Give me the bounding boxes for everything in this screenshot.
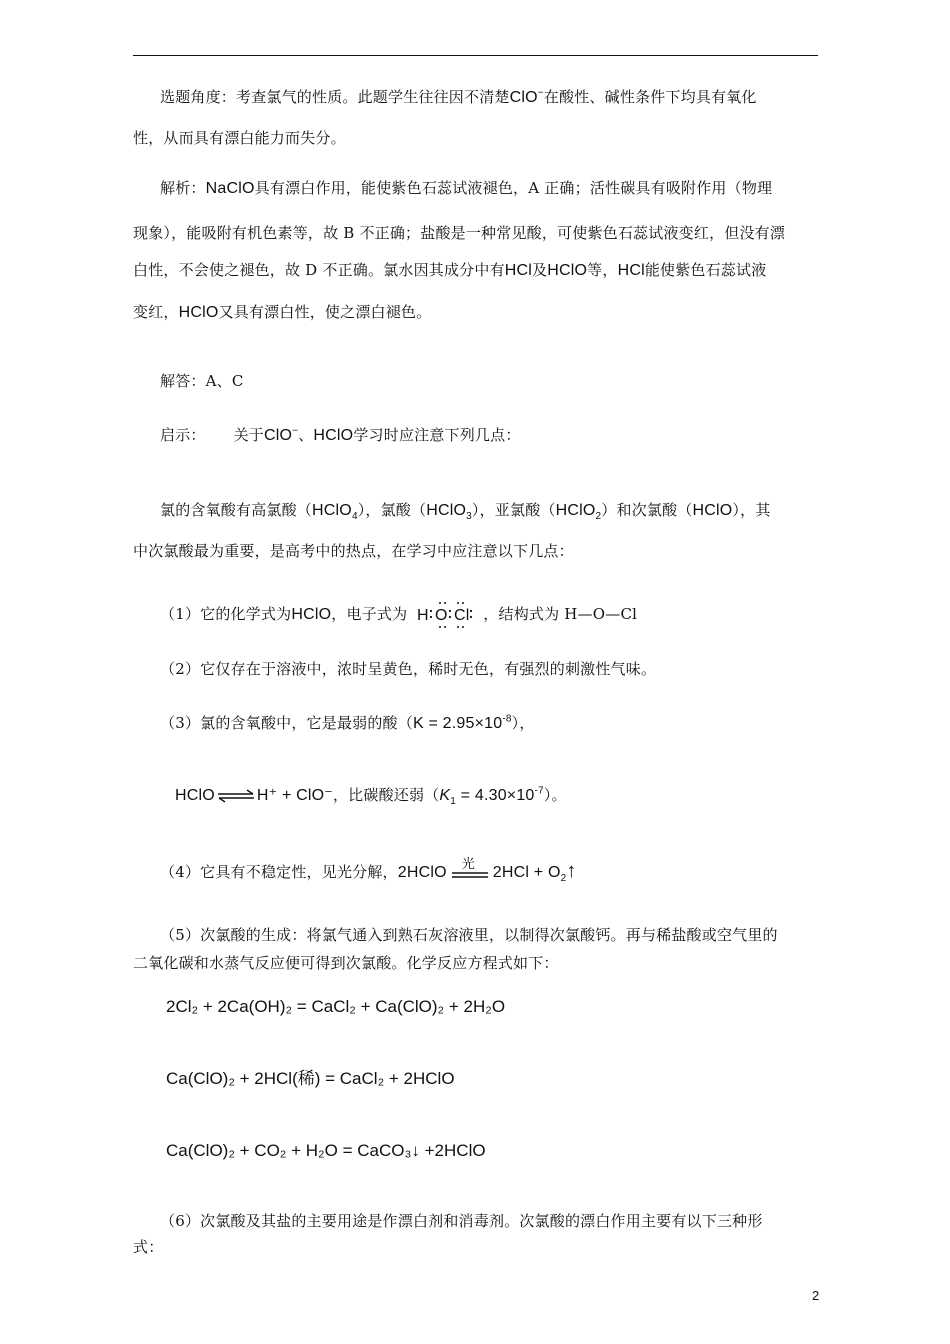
text: 氯的含氧酸有高氯酸（ <box>160 501 313 519</box>
equation-1: 2Cl₂ + 2Ca(OH)₂ = CaCl₂ + Ca(ClO)₂ + 2H₂O <box>166 997 506 1016</box>
electron-dot-formula-icon <box>415 600 483 630</box>
text: 解析： <box>160 179 206 197</box>
text: 二氧化碳和水蒸气反应便可得到次氯酸。化学反应方程式如下： <box>133 954 559 972</box>
header-rule <box>133 55 818 56</box>
chem-formula: $2HCl + O_2$ <box>492 864 567 885</box>
chem-ion: ClO− <box>509 87 544 106</box>
text: 能使紫色石蕊试液 <box>644 261 767 279</box>
item-5-line-1 <box>160 924 778 946</box>
text: ，结构式为 H—O—Cl <box>483 605 638 623</box>
item-4-line <box>160 857 577 886</box>
chem-formula: HClO$_4$ <box>312 502 358 523</box>
chem-formula: HClO <box>692 502 733 519</box>
chem-formula: HClO <box>547 262 588 279</box>
text: （3）氯的含氧酸中，它是最弱的酸（ <box>160 714 413 732</box>
item-2-line <box>160 658 656 680</box>
text: 解答：A、C <box>160 372 244 390</box>
item-6-line-2 <box>133 1236 163 1258</box>
item-1-line <box>160 600 637 630</box>
paragraph-analysis-line-4 <box>133 301 431 324</box>
chem-formula: HClO <box>313 427 354 444</box>
condition-label: 光 <box>461 857 475 872</box>
text: （6）次氯酸及其盐的主要用途是作漂白剂和消毒剂。次氯酸的漂白作用主要有以下三种形 <box>160 1212 763 1230</box>
text: ）和次氯酸（ <box>601 501 693 519</box>
text: 启示： <box>160 426 206 444</box>
text: ），氯酸（ <box>357 501 427 519</box>
text: ，比碳酸还弱（ <box>332 786 440 804</box>
paragraph-topic-line-2 <box>133 127 346 149</box>
text: 式： <box>133 1238 164 1256</box>
text: 中次氯酸最为重要，是高考中的热点，在学习中应注意以下几点： <box>133 542 574 560</box>
text: 选题角度：考查氯气的性质。此题学生往往因不清楚 <box>160 88 510 106</box>
chem-formula: H⁺ + ClO⁻ <box>256 787 333 804</box>
oxyacids-line-2 <box>133 540 574 562</box>
text: 现象），能吸附有机色素等，故 B 不正确；盐酸是一种常见酸，可使紫色石蕊试液变红，但没有漂 <box>133 224 786 242</box>
text: （2）它仅存在于溶液中，浓时呈黄色，稀时无色，有强烈的刺激性气味。 <box>160 660 657 678</box>
chem-formula: 2HClO <box>397 864 447 881</box>
double-bar-icon <box>450 860 490 886</box>
equation-2: Ca(ClO)₂ + 2HCl(稀) = CaCl₂ + 2HClO <box>166 1069 455 1088</box>
chem-formula: HClO$_2$ <box>555 502 602 523</box>
text: ），其 <box>732 501 771 519</box>
equilibrium-arrow-icon <box>217 789 255 803</box>
item-5-line-2 <box>133 952 559 974</box>
k1-value: $K_1 = 4.30\times 10^{-7}$ <box>439 785 544 808</box>
equation-3: Ca(ClO)₂ + CO₂ + H₂O = CaCO₃↓ +2HClO <box>166 1141 486 1160</box>
svg-text:H: H <box>417 607 430 624</box>
k-value: $K = 2.95\times 10^{-8}$ <box>412 713 512 732</box>
hint-line <box>160 424 521 447</box>
chem-formula: HClO <box>178 304 219 321</box>
oxyacids-line-1 <box>160 499 771 522</box>
text: ）， <box>511 714 535 732</box>
text: 学习时应注意下列几点： <box>353 426 521 444</box>
text: 及 <box>532 261 548 279</box>
text: （4）它具有不稳定性，见光分解， <box>160 863 398 881</box>
chem-ion: ClO− <box>264 425 299 444</box>
up-arrow-icon: ↑ <box>566 860 577 882</box>
text: 具有漂白作用，能使紫色石蕊试液褪色，A 正确；活性碳具有吸附作用（物理 <box>254 179 773 197</box>
text: ，电子式为 <box>331 605 408 623</box>
answer-line <box>160 370 244 392</box>
svg-text:Cl: Cl <box>454 607 470 624</box>
chem-formula: NaClO <box>205 180 255 197</box>
chem-formula: HClO <box>175 787 215 804</box>
chem-formula: HCl <box>617 262 645 279</box>
paragraph-analysis-line-3 <box>133 259 766 282</box>
text: 性，从而具有漂白能力而失分。 <box>133 129 346 147</box>
item-3-line-1 <box>160 712 535 735</box>
text: 、 <box>298 426 314 444</box>
text: 关于 <box>233 426 265 444</box>
page-number: 2 <box>812 1288 820 1303</box>
svg-text:O: O <box>435 607 448 624</box>
item-6-line-1 <box>160 1210 763 1232</box>
chem-formula: HClO <box>291 606 332 623</box>
text: ），亚氯酸（ <box>471 501 556 519</box>
text: 在酸性、碱性条件下均具有氧化 <box>543 88 757 106</box>
item-3-line-2 <box>175 784 567 807</box>
paragraph-analysis-line-1 <box>160 177 772 200</box>
text: ）。 <box>543 786 567 804</box>
chem-formula: HClO$_3$ <box>426 502 472 523</box>
text: 等， <box>587 261 618 279</box>
text: 变红， <box>133 303 179 321</box>
text: 白性，不会使之褪色，故 D 不正确。氯水因其成分中有 <box>133 261 505 279</box>
chem-formula: HCl <box>504 262 533 279</box>
paragraph-analysis-line-2 <box>133 222 785 244</box>
text: （5）次氯酸的生成：将氯气通入到熟石灰溶液里，以制得次氯酸钙。再与稀盐酸或空气里的 <box>160 926 778 944</box>
light-condition-mark <box>450 857 490 886</box>
text: 又具有漂白性，使之漂白褪色。 <box>218 303 432 321</box>
paragraph-topic-line-1 <box>160 86 757 109</box>
text: （1）它的化学式为 <box>160 605 292 623</box>
